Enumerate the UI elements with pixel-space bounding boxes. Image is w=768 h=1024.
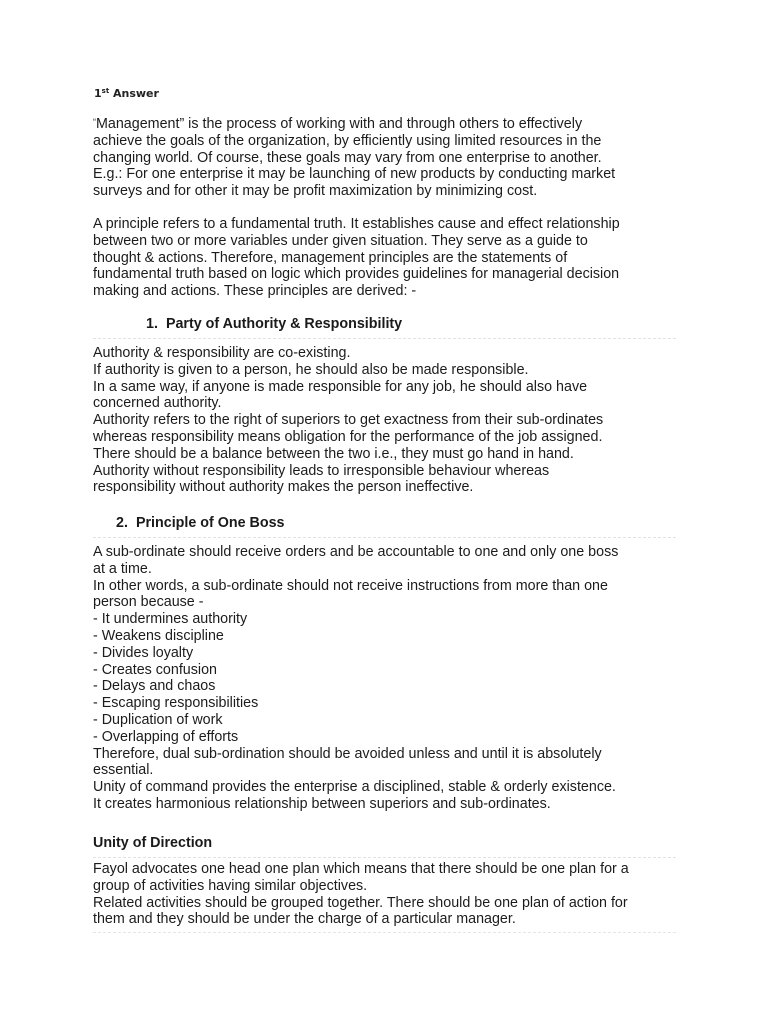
intro-line: achieve the goals of the organization, by efficiently using limited resources in the: [93, 132, 602, 149]
section-1-line: Authority refers to the right of superiors to get exactness from their sub-ordinates: [93, 412, 604, 429]
section-3-line: them and they should be under the charge of a particular manager.: [93, 911, 516, 928]
list-item: - Escaping responsibilities: [93, 695, 259, 712]
principle-line: A principle refers to a fundamental truth. It establishes cause and effect relationship: [93, 216, 620, 232]
section-1-title: Party of Authority & Responsibility: [165, 316, 403, 332]
section-2-title: Principle of One Boss: [135, 515, 285, 531]
section-2-line: Unity of command provides the enterprise a disciplined, stable & orderly existence.: [93, 779, 616, 796]
intro-line: surveys and for other it may be profit maximization by minimizing cost.: [93, 183, 538, 200]
section-1-line: Authority without responsibility leads to irresponsible behaviour whereas: [93, 462, 550, 479]
list-item: - It undermines authority: [93, 611, 248, 628]
section-1-line: In a same way, if anyone is made responsible for any job, he should also have: [93, 378, 588, 395]
answer-ordinal-suffix: st: [101, 87, 110, 95]
list-item: - Divides loyalty: [93, 644, 194, 661]
list-item: - Duplication of work: [93, 711, 223, 728]
answer-number: 1: [94, 87, 102, 100]
principle-line: fundamental truth based on logic which provides guidelines for managerial decision: [93, 266, 620, 283]
section-1-number: 1.: [146, 316, 158, 332]
section-3-heading: [93, 835, 676, 858]
section-2-heading: [93, 515, 676, 538]
answer-heading: [94, 87, 159, 100]
section-2-line: Therefore, dual sub-ordination should be avoided unless and until it is absolutely: [93, 745, 602, 762]
list-item: - Delays and chaos: [93, 678, 216, 695]
section-2-line: essential.: [93, 762, 154, 779]
intro-paragraph: [93, 114, 683, 200]
section-3-line: Fayol advocates one head one plan which means that there should be one plan for a: [93, 861, 629, 877]
list-item: - Creates confusion: [93, 661, 217, 678]
section-3-body: [93, 861, 676, 933]
list-item: - Overlapping of efforts: [93, 728, 239, 745]
section-3-line: group of activities having similar objectives.: [93, 877, 368, 894]
section-2-line: at a time.: [93, 560, 152, 577]
intro-line-text: Management” is the process of working with and through others to effectively: [96, 116, 583, 132]
section-1-line: There should be a balance between the two i.e., they must go hand in hand.: [93, 445, 574, 462]
section-3-title: Unity of Direction: [93, 835, 213, 851]
section-3-line: Related activities should be grouped together. There should be one plan of action for: [93, 894, 628, 911]
principle-line: making and actions. These principles are derived: -: [93, 283, 417, 300]
intro-line: [93, 114, 683, 133]
section-2-line: In other words, a sub-ordinate should not receive instructions from more than one: [93, 577, 608, 594]
section-2-body: [93, 544, 683, 813]
opening-quote: “: [93, 117, 96, 127]
section-1-line: concerned authority.: [93, 395, 222, 412]
section-1-line: whereas responsibility means obligation for the performance of the job assigned.: [93, 428, 603, 445]
answer-label: Answer: [109, 87, 159, 100]
section-1-line: If authority is given to a person, he should also be made responsible.: [93, 361, 529, 378]
section-2-line: It creates harmonious relationship between superiors and sub-ordinates.: [93, 795, 551, 812]
principle-line: thought & actions. Therefore, management principles are the statements of: [93, 249, 568, 266]
principle-line: between two or more variables under given situation. They serve as a guide to: [93, 232, 588, 249]
section-1-line: responsibility without authority makes the person ineffective.: [93, 479, 474, 496]
intro-line: E.g.: For one enterprise it may be launching of new products by conducting market: [93, 166, 616, 183]
list-item: - Weakens discipline: [93, 627, 224, 644]
section-1-line: Authority & responsibility are co-existing.: [93, 345, 351, 361]
section-1-body: [93, 345, 683, 496]
principle-paragraph: [93, 216, 683, 300]
section-2-line: person because -: [93, 594, 204, 611]
intro-line: changing world. Of course, these goals may vary from one enterprise to another.: [93, 149, 602, 166]
section-2-number: 2.: [116, 515, 128, 531]
section-1-heading: [93, 316, 676, 339]
section-2-line: A sub-ordinate should receive orders and be accountable to one and only one boss: [93, 544, 619, 560]
